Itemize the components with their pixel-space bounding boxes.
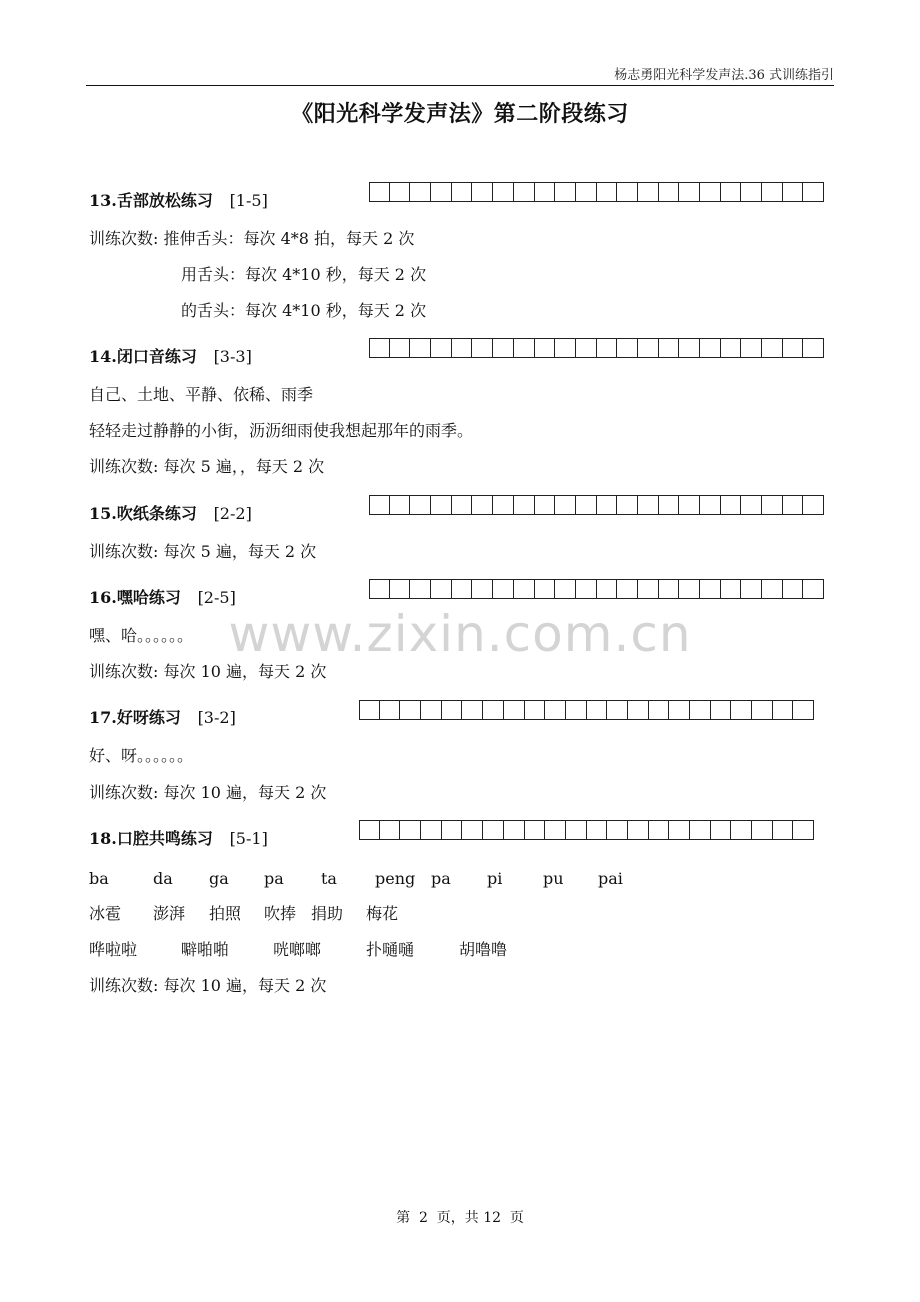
tracking-checkbox[interactable] bbox=[576, 182, 597, 202]
section-17-line-1: 好、呀。。。。。。 bbox=[89, 746, 194, 765]
tracking-checkbox[interactable] bbox=[803, 182, 824, 202]
tracking-checkbox[interactable] bbox=[741, 182, 762, 202]
section-17-line-2: 训练次数: 每次 10 遍，每天 2 次 bbox=[89, 783, 327, 802]
tracking-checkbox[interactable] bbox=[369, 495, 390, 515]
tracking-checkbox[interactable] bbox=[525, 700, 546, 720]
section-18-title: 18.口腔共鸣练习 bbox=[89, 829, 213, 848]
tracking-checkbox[interactable] bbox=[410, 579, 431, 599]
tracking-checkbox[interactable] bbox=[514, 338, 535, 358]
practice-word: 澎湃 bbox=[153, 904, 186, 923]
page-title: 《阳光科学发声法》第二阶段练习 bbox=[291, 101, 629, 127]
tracking-checkbox[interactable] bbox=[803, 495, 824, 515]
practice-word: 咣啷啷 bbox=[273, 940, 322, 959]
section-15-line-1: 训练次数: 每次 5 遍，每天 2 次 bbox=[89, 542, 317, 561]
tracking-checkbox[interactable] bbox=[400, 700, 421, 720]
section-15-heading bbox=[89, 504, 252, 524]
tracking-checkbox[interactable] bbox=[659, 182, 680, 202]
tracking-checkbox[interactable] bbox=[597, 338, 618, 358]
tracking-checkbox[interactable] bbox=[731, 820, 752, 840]
tracking-checkbox[interactable] bbox=[410, 495, 431, 515]
tracking-checkbox[interactable] bbox=[493, 495, 514, 515]
section-13-range: [1-5] bbox=[229, 191, 268, 210]
tracking-checkbox[interactable] bbox=[741, 579, 762, 599]
practice-word: 吹捧 bbox=[264, 904, 297, 923]
pinyin-syllable: ta bbox=[321, 869, 337, 888]
tracking-checkbox[interactable] bbox=[607, 700, 628, 720]
tracking-checkbox[interactable] bbox=[617, 338, 638, 358]
tracking-checkbox[interactable] bbox=[431, 495, 452, 515]
tracking-checkbox[interactable] bbox=[638, 182, 659, 202]
tracking-checkbox[interactable] bbox=[535, 495, 556, 515]
tracking-checkbox[interactable] bbox=[597, 579, 618, 599]
tracking-checkbox[interactable] bbox=[472, 495, 493, 515]
tracking-checkbox[interactable] bbox=[472, 338, 493, 358]
tracking-checkbox[interactable] bbox=[783, 338, 804, 358]
section-15-checkbox-grid[interactable] bbox=[369, 495, 824, 516]
tracking-checkbox[interactable] bbox=[783, 495, 804, 515]
header-rule bbox=[86, 85, 834, 86]
tracking-checkbox[interactable] bbox=[555, 579, 576, 599]
section-16-heading bbox=[89, 588, 236, 608]
tracking-checkbox[interactable] bbox=[525, 820, 546, 840]
tracking-checkbox[interactable] bbox=[669, 820, 690, 840]
section-14-line-3: 训练次数: 每次 5 遍，，每天 2 次 bbox=[89, 457, 325, 476]
tracking-checkbox[interactable] bbox=[390, 579, 411, 599]
practice-word: 拍照 bbox=[209, 904, 242, 923]
tracking-checkbox[interactable] bbox=[617, 182, 638, 202]
tracking-checkbox[interactable] bbox=[504, 820, 525, 840]
tracking-checkbox[interactable] bbox=[638, 579, 659, 599]
tracking-checkbox[interactable] bbox=[421, 820, 442, 840]
pinyin-syllable: pa bbox=[264, 869, 284, 888]
tracking-checkbox[interactable] bbox=[700, 579, 721, 599]
tracking-checkbox[interactable] bbox=[472, 182, 493, 202]
tracking-checkbox[interactable] bbox=[442, 700, 463, 720]
tracking-checkbox[interactable] bbox=[793, 700, 814, 720]
tracking-checkbox[interactable] bbox=[700, 495, 721, 515]
tracking-checkbox[interactable] bbox=[597, 182, 618, 202]
running-header: 杨志勇阳光科学发声法.36 式训练指引 bbox=[614, 68, 834, 83]
tracking-checkbox[interactable] bbox=[711, 700, 732, 720]
tracking-checkbox[interactable] bbox=[711, 820, 732, 840]
section-16-title: 16.嘿哈练习 bbox=[89, 588, 181, 607]
practice-word: 冰雹 bbox=[89, 904, 122, 923]
tracking-checkbox[interactable] bbox=[576, 579, 597, 599]
tracking-checkbox[interactable] bbox=[545, 820, 566, 840]
section-16-line-2: 训练次数: 每次 10 遍，每天 2 次 bbox=[89, 662, 327, 681]
tracking-checkbox[interactable] bbox=[762, 338, 783, 358]
tracking-checkbox[interactable] bbox=[679, 495, 700, 515]
tracking-checkbox[interactable] bbox=[638, 495, 659, 515]
pinyin-syllable: pu bbox=[543, 869, 564, 888]
tracking-checkbox[interactable] bbox=[752, 700, 773, 720]
tracking-checkbox[interactable] bbox=[690, 700, 711, 720]
tracking-checkbox[interactable] bbox=[390, 495, 411, 515]
section-17-checkbox-grid[interactable] bbox=[359, 700, 814, 721]
tracking-checkbox[interactable] bbox=[700, 338, 721, 358]
tracking-checkbox[interactable] bbox=[679, 182, 700, 202]
tracking-checkbox[interactable] bbox=[431, 338, 452, 358]
tracking-checkbox[interactable] bbox=[566, 700, 587, 720]
tracking-checkbox[interactable] bbox=[514, 495, 535, 515]
tracking-checkbox[interactable] bbox=[587, 820, 608, 840]
tracking-checkbox[interactable] bbox=[762, 579, 783, 599]
tracking-checkbox[interactable] bbox=[369, 579, 390, 599]
tracking-checkbox[interactable] bbox=[659, 495, 680, 515]
practice-word: 胡噜噜 bbox=[459, 940, 508, 959]
section-17-heading bbox=[89, 708, 236, 728]
tracking-checkbox[interactable] bbox=[669, 700, 690, 720]
tracking-checkbox[interactable] bbox=[721, 495, 742, 515]
tracking-checkbox[interactable] bbox=[731, 700, 752, 720]
tracking-checkbox[interactable] bbox=[472, 579, 493, 599]
tracking-checkbox[interactable] bbox=[649, 700, 670, 720]
tracking-checkbox[interactable] bbox=[659, 579, 680, 599]
tracking-checkbox[interactable] bbox=[721, 579, 742, 599]
tracking-checkbox[interactable] bbox=[700, 182, 721, 202]
tracking-checkbox[interactable] bbox=[587, 700, 608, 720]
section-13-checkbox-grid[interactable] bbox=[369, 182, 824, 203]
pinyin-syllable: ga bbox=[209, 869, 229, 888]
section-16-line-1: 嘿、哈。。。。。。 bbox=[89, 626, 194, 645]
tracking-checkbox[interactable] bbox=[555, 182, 576, 202]
tracking-checkbox[interactable] bbox=[359, 820, 380, 840]
section-13-heading bbox=[89, 191, 268, 211]
practice-word: 哗啦啦 bbox=[89, 940, 138, 959]
section-14-line-2: 轻轻走过静静的小街，沥沥细雨使我想起那年的雨季。 bbox=[89, 421, 474, 440]
watermark: www.zixin.com.cn bbox=[228, 605, 692, 663]
tracking-checkbox[interactable] bbox=[504, 700, 525, 720]
tracking-checkbox[interactable] bbox=[617, 579, 638, 599]
pinyin-syllable: pa bbox=[431, 869, 451, 888]
tracking-checkbox[interactable] bbox=[421, 700, 442, 720]
tracking-checkbox[interactable] bbox=[369, 182, 390, 202]
tracking-checkbox[interactable] bbox=[452, 579, 473, 599]
section-14-heading bbox=[89, 347, 252, 367]
tracking-checkbox[interactable] bbox=[380, 820, 401, 840]
tracking-checkbox[interactable] bbox=[535, 182, 556, 202]
section-17-range: [3-2] bbox=[197, 708, 236, 727]
tracking-checkbox[interactable] bbox=[369, 338, 390, 358]
section-15-title: 15.吹纸条练习 bbox=[89, 504, 197, 523]
tracking-checkbox[interactable] bbox=[638, 338, 659, 358]
tracking-checkbox[interactable] bbox=[535, 579, 556, 599]
section-18-range: [5-1] bbox=[229, 829, 268, 848]
tracking-checkbox[interactable] bbox=[493, 338, 514, 358]
tracking-checkbox[interactable] bbox=[803, 579, 824, 599]
tracking-checkbox[interactable] bbox=[762, 495, 783, 515]
tracking-checkbox[interactable] bbox=[483, 700, 504, 720]
tracking-checkbox[interactable] bbox=[659, 338, 680, 358]
tracking-checkbox[interactable] bbox=[514, 579, 535, 599]
tracking-checkbox[interactable] bbox=[741, 495, 762, 515]
section-13-line-1: 训练次数: 推伸舌头：每次 4*8 拍，每天 2 次 bbox=[89, 229, 415, 248]
tracking-checkbox[interactable] bbox=[783, 182, 804, 202]
tracking-checkbox[interactable] bbox=[514, 182, 535, 202]
section-14-title: 14.闭口音练习 bbox=[89, 347, 197, 366]
tracking-checkbox[interactable] bbox=[617, 495, 638, 515]
tracking-checkbox[interactable] bbox=[679, 338, 700, 358]
tracking-checkbox[interactable] bbox=[649, 820, 670, 840]
tracking-checkbox[interactable] bbox=[400, 820, 421, 840]
tracking-checkbox[interactable] bbox=[783, 579, 804, 599]
section-14-checkbox-grid[interactable] bbox=[369, 338, 824, 359]
tracking-checkbox[interactable] bbox=[462, 820, 483, 840]
tracking-checkbox[interactable] bbox=[752, 820, 773, 840]
tracking-checkbox[interactable] bbox=[628, 820, 649, 840]
tracking-checkbox[interactable] bbox=[721, 182, 742, 202]
tracking-checkbox[interactable] bbox=[462, 700, 483, 720]
tracking-checkbox[interactable] bbox=[493, 182, 514, 202]
tracking-checkbox[interactable] bbox=[555, 338, 576, 358]
section-14-range: [3-3] bbox=[213, 347, 252, 366]
tracking-checkbox[interactable] bbox=[442, 820, 463, 840]
tracking-checkbox[interactable] bbox=[359, 700, 380, 720]
tracking-checkbox[interactable] bbox=[431, 182, 452, 202]
pinyin-syllable: peng bbox=[375, 869, 416, 888]
tracking-checkbox[interactable] bbox=[555, 495, 576, 515]
section-18-line-1: 训练次数: 每次 10 遍，每天 2 次 bbox=[89, 976, 327, 995]
section-17-title: 17.好呀练习 bbox=[89, 708, 181, 727]
tracking-checkbox[interactable] bbox=[390, 338, 411, 358]
tracking-checkbox[interactable] bbox=[803, 338, 824, 358]
section-16-range: [2-5] bbox=[197, 588, 236, 607]
section-13-line-2: 用舌头：每次 4*10 秒，每天 2 次 bbox=[181, 265, 427, 284]
tracking-checkbox[interactable] bbox=[410, 338, 431, 358]
tracking-checkbox[interactable] bbox=[535, 338, 556, 358]
section-16-checkbox-grid[interactable] bbox=[369, 579, 824, 600]
practice-word: 捐助 bbox=[311, 904, 344, 923]
tracking-checkbox[interactable] bbox=[628, 700, 649, 720]
section-15-range: [2-2] bbox=[213, 504, 252, 523]
pinyin-syllable: da bbox=[153, 869, 173, 888]
practice-word: 扑嗵嗵 bbox=[366, 940, 415, 959]
section-18-checkbox-grid[interactable] bbox=[359, 820, 814, 841]
tracking-checkbox[interactable] bbox=[721, 338, 742, 358]
tracking-checkbox[interactable] bbox=[576, 338, 597, 358]
page-footer: 第 2 页，共 12 页 bbox=[396, 1210, 524, 1226]
tracking-checkbox[interactable] bbox=[390, 182, 411, 202]
pinyin-syllable: pi bbox=[487, 869, 503, 888]
tracking-checkbox[interactable] bbox=[566, 820, 587, 840]
tracking-checkbox[interactable] bbox=[762, 182, 783, 202]
section-14-line-1: 自己、土地、平静、依稀、雨季 bbox=[89, 385, 314, 404]
practice-word: 梅花 bbox=[366, 904, 399, 923]
tracking-checkbox[interactable] bbox=[773, 700, 794, 720]
section-18-heading bbox=[89, 829, 268, 849]
tracking-checkbox[interactable] bbox=[545, 700, 566, 720]
tracking-checkbox[interactable] bbox=[597, 495, 618, 515]
tracking-checkbox[interactable] bbox=[773, 820, 794, 840]
section-13-line-3: 的舌头：每次 4*10 秒，每天 2 次 bbox=[181, 301, 427, 320]
section-13-title: 13.舌部放松练习 bbox=[89, 191, 213, 210]
tracking-checkbox[interactable] bbox=[452, 338, 473, 358]
tracking-checkbox[interactable] bbox=[493, 579, 514, 599]
pinyin-syllable: ba bbox=[89, 869, 109, 888]
tracking-checkbox[interactable] bbox=[576, 495, 597, 515]
tracking-checkbox[interactable] bbox=[690, 820, 711, 840]
tracking-checkbox[interactable] bbox=[452, 182, 473, 202]
tracking-checkbox[interactable] bbox=[793, 820, 814, 840]
tracking-checkbox[interactable] bbox=[410, 182, 431, 202]
tracking-checkbox[interactable] bbox=[431, 579, 452, 599]
tracking-checkbox[interactable] bbox=[452, 495, 473, 515]
pinyin-syllable: pai bbox=[598, 869, 623, 888]
tracking-checkbox[interactable] bbox=[607, 820, 628, 840]
tracking-checkbox[interactable] bbox=[741, 338, 762, 358]
practice-word: 噼啪啪 bbox=[181, 940, 230, 959]
tracking-checkbox[interactable] bbox=[679, 579, 700, 599]
tracking-checkbox[interactable] bbox=[380, 700, 401, 720]
tracking-checkbox[interactable] bbox=[483, 820, 504, 840]
